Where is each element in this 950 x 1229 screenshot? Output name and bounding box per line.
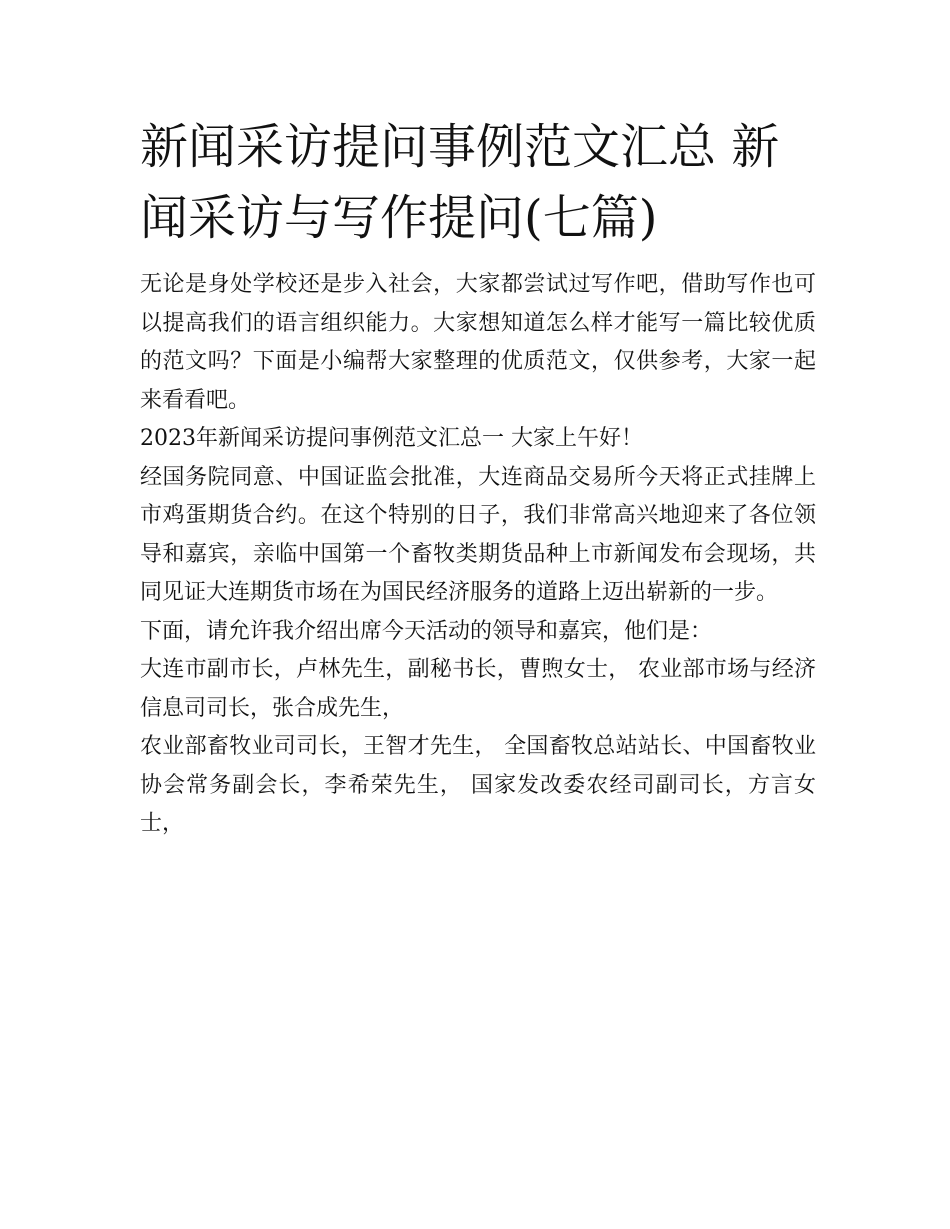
intro-paragraph: 无论是身处学校还是步入社会，大家都尝试过写作吧，借助写作也可以提高我们的语言组织能力。大家想知道怎么样才能写一篇比较优质的范文吗？下面是小编帮大家整理的优质范文，仅供参考，大家一起来看看吧。 <box>140 272 816 413</box>
body-paragraph: 下面，请允许我介绍出席今天活动的领导和嘉宾，他们是： <box>140 618 713 644</box>
guest-list-paragraph: 农业部畜牧业司司长，王智才先生， 全国畜牧总站站长、中国畜牧业协会常务副会长，李希荣先生， 国家发改委农经司副司长，方言女士， <box>140 734 816 836</box>
body-paragraph: 经国务院同意、中国证监会批准，大连商品交易所今天将正式挂牌上市鸡蛋期货合约。在这个特别的日子，我们非常高兴地迎来了各位领导和嘉宾，亲临中国第一个畜牧类期货品种上市新闻发布会现场，共同见证大连期货市场在为国民经济服务的道路上迈出崭新的一步。 <box>140 464 816 605</box>
document-page <box>140 112 816 844</box>
document-title: 新闻采访提问事例范文汇总 新闻采访与写作提问(七篇) <box>140 119 780 246</box>
guest-list-paragraph: 大连市副市长，卢林先生，副秘书长，曹煦女士， 农业部市场与经济信息司司长，张合成先生， <box>140 657 816 721</box>
section-heading-paragraph: 2023年新闻采访提问事例范文汇总一 大家上午好！ <box>140 426 643 451</box>
